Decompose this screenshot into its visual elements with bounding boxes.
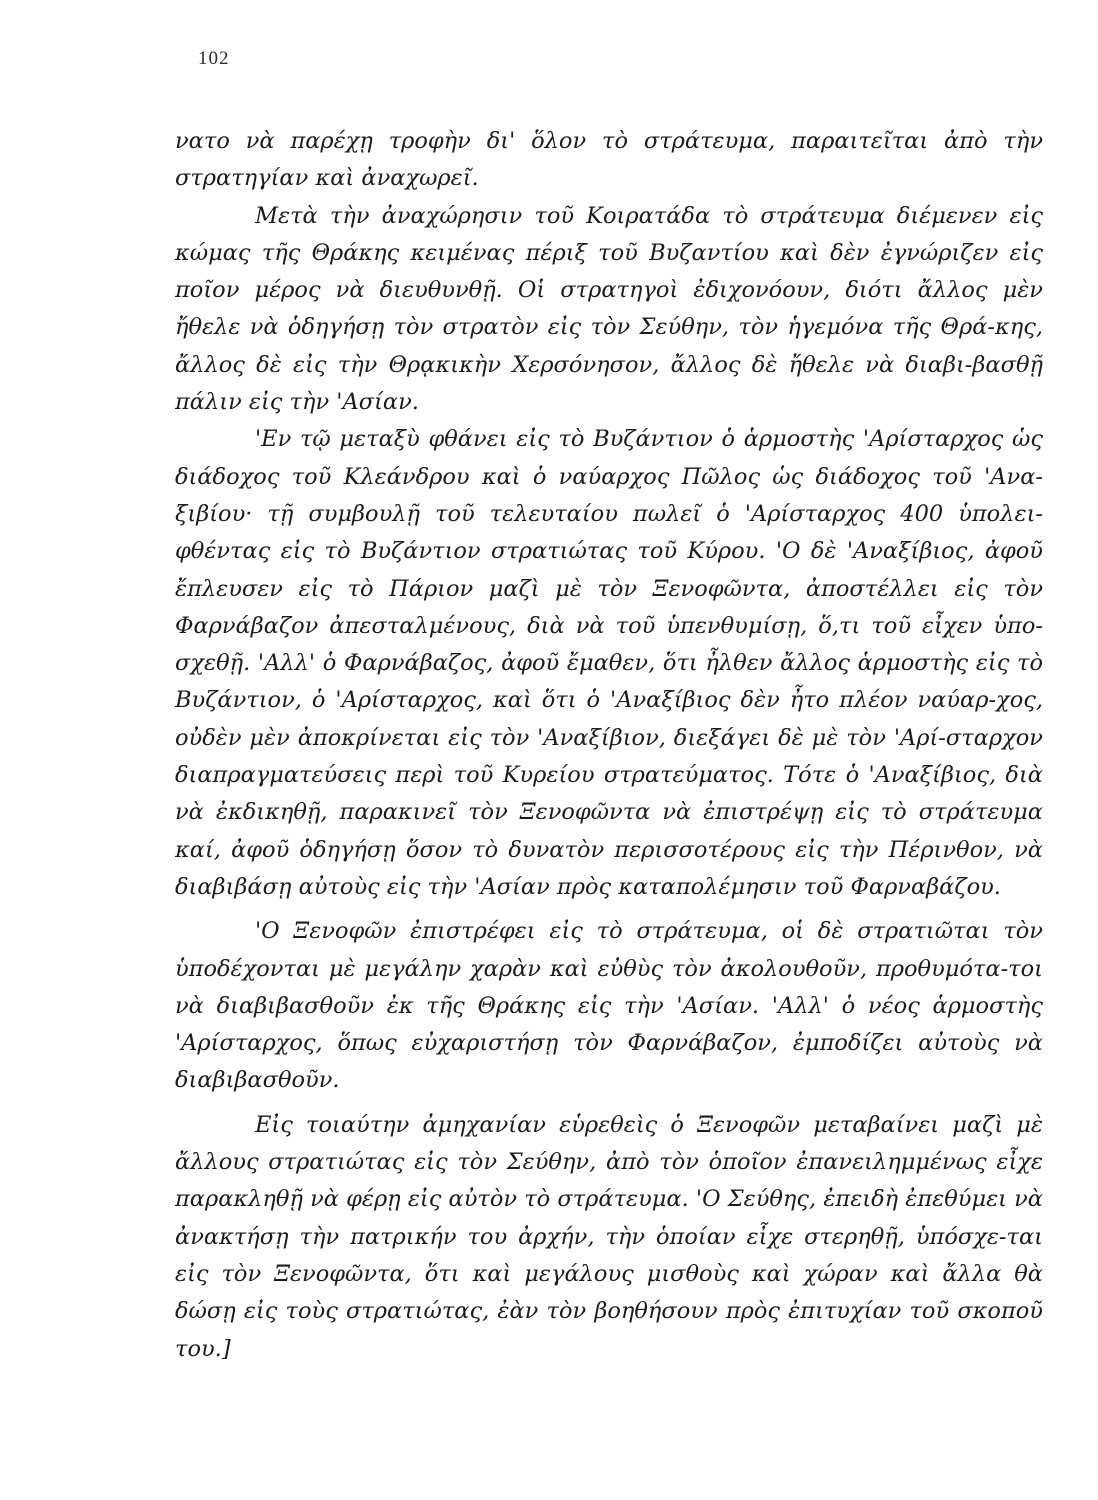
paragraph-3: 'Εν τῷ μεταξὺ φθάνει εἰς τὸ Βυζάντιον ὁ ἁρμοστὴς 'Αρίσταρχος ὡς διάδοχος τοῦ Κλεάνδρου καὶ ὁ ναύαρχος Πῶλος ὡς διάδοχος τοῦ 'Ανα-ξιβίου· τῇ συμβουλῇ τοῦ τελευταίου πωλεῖ ὁ 'Αρίσταρχος 400 ὑπολει-φθέντας εἰς τὸ Βυζάντιον στρατιώτας τοῦ Κύρου. 'Ο δὲ 'Αναξίβιος, ἀφοῦ ἔπλευσεν εἰς τὸ Πάριον μαζὶ μὲ τὸν Ξενοφῶντα, ἀποστέλλει εἰς τὸν Φαρνάβαζον ἀπεσταλμένους, διὰ νὰ τοῦ ὑπενθυμίσῃ, ὅ,τι τοῦ εἶχεν ὑπο-σχεθῇ. 'Αλλ' ὁ Φαρνάβαζος, ἀφοῦ ἔμαθεν, ὅτι ἦλθεν ἄλλος ἁρμοστὴς εἰς τὸ Βυζάντιον, ὁ 'Αρίσταρχος, καὶ ὅτι ὁ 'Αναξίβιος δὲν ἦτο πλέον ναύαρ-χος, οὐδὲν μὲν ἀποκρίνεται εἰς τὸν 'Αναξίβιον, διεξάγει δὲ μὲ τὸν 'Αρί-σταρχον διαπραγματεύσεις περὶ τοῦ Κυρείου στρατεύματος. Τότε ὁ 'Αναξίβιος, διὰ νὰ ἐκδικηθῇ, παρακινεῖ τὸν Ξενοφῶντα νὰ ἐπιστρέψῃ εἰς τὸ στράτευμα καί, ἀφοῦ ὁδηγήσῃ ὅσον τὸ δυνατὸν περισσοτέρους εἰς τὴν Πέρινθον, νὰ διαβιβάσῃ αὐτοὺς εἰς τὴν 'Ασίαν πρὸς καταπολέμησιν τοῦ Φαρναβάζου. — [175, 426, 1043, 900]
paragraph-5: Εἰς τοιαύτην ἀμηχανίαν εὑρεθεὶς ὁ Ξενοφῶν μεταβαίνει μαζὶ μὲ ἄλλους στρατιώτας εἰς τὸν Σεύθην, ἀπὸ τὸν ὁποῖον ἐπανειλημμένως εἶχε παρακληθῇ νὰ φέρῃ εἰς αὐτὸν τὸ στράτευμα. 'Ο Σεύθης, ἐπειδὴ ἐπεθύμει νὰ ἀνακτήσῃ τὴν πατρικήν του ἀρχήν, τὴν ὁποίαν εἶχε στερηθῇ, ὑπόσχε-ται εἰς τὸν Ξενοφῶντα, ὅτι καὶ μεγάλους μισθοὺς καὶ χώραν καὶ ἄλλα θὰ δώσῃ εἰς τοὺς στρατιώτας, ἐὰν τὸν βοηθήσουν πρὸς ἐπιτυχίαν τοῦ σκοποῦ του.] — [175, 1111, 1043, 1362]
body-text — [175, 123, 1043, 1368]
paragraph-2: Μετὰ τὴν ἀναχώρησιν τοῦ Κοιρατάδα τὸ στράτευμα διέμενεν εἰς κώμας τῆς Θράκης κειμένας πέριξ τοῦ Βυζαντίου καὶ δὲν ἐγνώριζεν εἰς ποῖον μέρος νὰ διευθυνθῇ. Οἱ στρατηγοὶ ἐδιχονόουν, διότι ἄλλος μὲν ἤθελε νὰ ὁδηγήσῃ τὸν στρατὸν εἰς τὸν Σεύθην, τὸν ἡγεμόνα τῆς Θρά-κης, ἄλλος δὲ εἰς τὴν Θρᾳκικὴν Χερσόνησον, ἄλλος δὲ ἤθελε νὰ διαβι-βασθῇ πάλιν εἰς τὴν 'Ασίαν. — [175, 202, 1043, 416]
paragraph-1: νατο νὰ παρέχῃ τροφὴν δι' ὅλον τὸ στράτευμα, παραιτεῖται ἀπὸ τὴν στρατηγίαν καὶ ἀναχωρεῖ. — [175, 128, 1043, 192]
paragraph-4: 'Ο Ξενοφῶν ἐπιστρέφει εἰς τὸ στράτευμα, οἱ δὲ στρατιῶται τὸν ὑποδέχονται μὲ μεγάλην χαρὰν καὶ εὐθὺς τὸν ἀκολουθοῦν, προθυμότα-τοι νὰ διαβιβασθοῦν ἐκ τῆς Θράκης εἰς τὴν 'Ασίαν. 'Αλλ' ὁ νέος ἁρμοστὴς 'Αρίσταρχος, ὅπως εὐχαριστήσῃ τὸν Φαρνάβαζον, ἐμποδίζει αὐτοὺς νὰ διαβιβασθοῦν. — [175, 918, 1043, 1094]
page-number: 102 — [198, 48, 230, 69]
